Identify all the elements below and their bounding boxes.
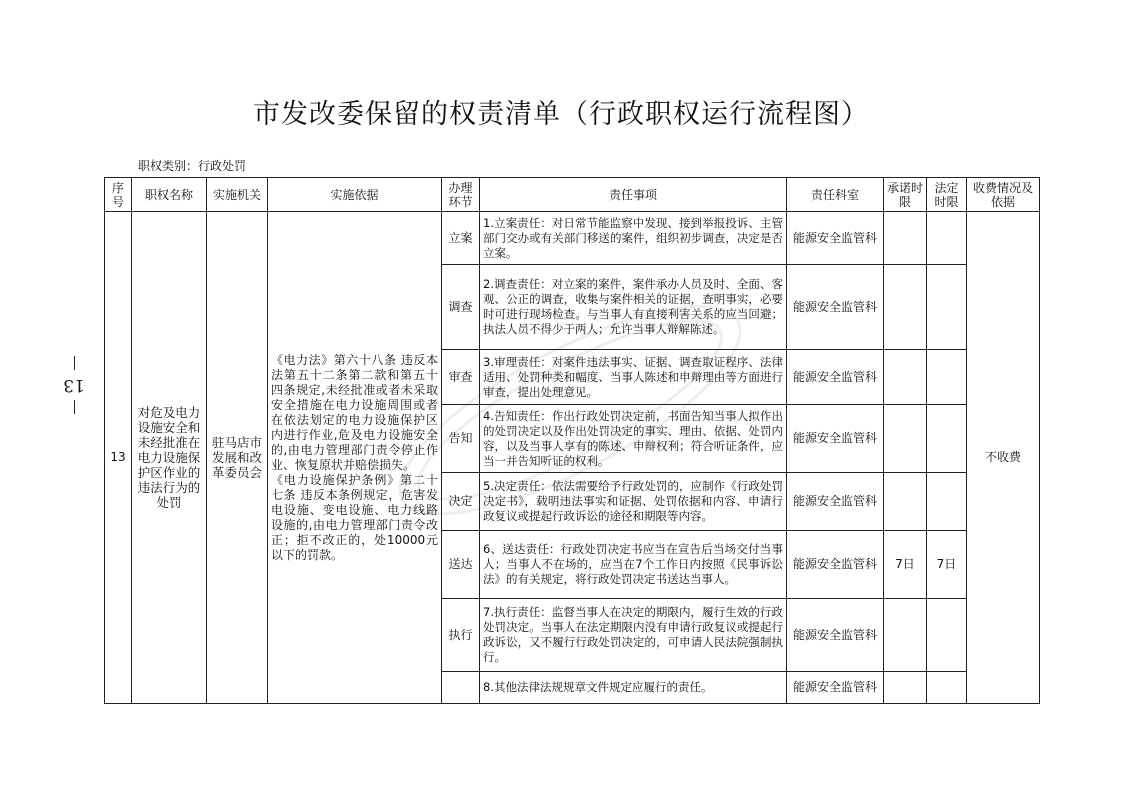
promise-time: 7日 [884, 531, 927, 599]
promise-time [884, 405, 927, 473]
responsibility-text: 6、送达责任：行政处罚决定书应当在宣告后当场交付当事人；当事人不在场的，应当在7个工作日内按照《民事诉讼法》的有关规定，将行政处罚决定书送达当事人。 [480, 531, 787, 599]
page-number-marker [64, 352, 84, 418]
header-department: 责任科室 [787, 178, 884, 212]
responsible-department: 能源安全监管科 [787, 350, 884, 405]
step-name: 立案 [442, 212, 480, 265]
legal-time: 7日 [927, 531, 967, 599]
responsibility-text: 2.调查责任：对立案的案件，案件承办人员及时、全面、客观、公正的调查，收集与案件相关的证据，查明事实，必要时可进行现场检查。与当事人有直接利害关系的应当回避；执法人员不得少于两人；允许当事人辩解陈述。 [480, 265, 787, 350]
header-step: 办理环节 [442, 178, 480, 212]
responsibility-text: 5.决定责任：依法需要给予行政处罚的，应制作《行政处罚决定书》，载明违法事实和证据、处罚依据和内容、申请行政复议或提起行政诉讼的途径和期限等内容。 [480, 473, 787, 531]
responsibility-text: 7.执行责任：监督当事人在决定的期限内，履行生效的行政处罚决定。当事人在法定期限内没有申请行政复议或提起行政诉讼，又不履行行政处罚决定的，可申请人民法院强制执行。 [480, 599, 787, 672]
divider [74, 356, 75, 370]
responsible-department: 能源安全监管科 [787, 672, 884, 704]
divider [74, 400, 75, 414]
header-seq: 序号 [105, 178, 132, 212]
power-name: 对危及电力设施安全和未经批准在电力设施保护区作业的违法行为的处罚 [132, 212, 207, 704]
implementing-agency: 驻马店市发展和改革委员会 [207, 212, 268, 704]
page-title: 市发改委保留的权责清单（行政职权运行流程图） [253, 99, 869, 130]
step-name: 决定 [442, 473, 480, 531]
legal-time [927, 350, 967, 405]
responsibility-text: 4.告知责任：作出行政处罚决定前，书面告知当事人拟作出的处罚决定以及作出处罚决定的事实、理由、依据、处罚内容，以及当事人享有的陈述、申辩权利；符合听证条件，应当一并告知听证的权利。 [480, 405, 787, 473]
header-name: 职权名称 [132, 178, 207, 212]
power-category-label: 职权类别：行政处罚 [138, 159, 247, 173]
legal-time [927, 265, 967, 350]
promise-time [884, 265, 927, 350]
legal-time [927, 672, 967, 704]
step-name: 告知 [442, 405, 480, 473]
promise-time [884, 672, 927, 704]
promise-time [884, 599, 927, 672]
promise-time [884, 212, 927, 265]
fee-info: 不收费 [967, 212, 1040, 704]
legal-time [927, 599, 967, 672]
step-name: 审查 [442, 350, 480, 405]
step-name: 执行 [442, 599, 480, 672]
responsible-department: 能源安全监管科 [787, 531, 884, 599]
page-number: 13 [63, 374, 85, 395]
header-responsibility: 责任事项 [480, 178, 787, 212]
power-list-table [104, 177, 1040, 704]
header-basis: 实施依据 [268, 178, 442, 212]
promise-time [884, 350, 927, 405]
table-row [105, 212, 1040, 265]
responsible-department: 能源安全监管科 [787, 473, 884, 531]
responsibility-text: 3.审理责任：对案件违法事实、证据、调查取证程序、法律适用、处罚种类和幅度、当事人陈述和申辩理由等方面进行审查，提出处理意见。 [480, 350, 787, 405]
header-promise-time: 承诺时限 [884, 178, 927, 212]
promise-time [884, 473, 927, 531]
legal-basis-text: 《电力法》第六十八条 违反本法第五十二条第二款和第五十四条规定,未经批准或者未采取安全措施在电力设施周围或者在依法划定的电力设施保护区内进行作业,危及电力设施安全的,由电力管理部门责令停止作业、恢复原状并赔偿损失。 《电力设施保护条例》第二十七条 违反本条例规定，危害发电设施、变电设施、电力线路设施的,由电力管理部门责令改正；拒不改正的，处10000元以下的罚款。 [271, 352, 438, 562]
responsible-department: 能源安全监管科 [787, 212, 884, 265]
header-fee: 收费情况及依据 [967, 178, 1040, 212]
responsible-department: 能源安全监管科 [787, 405, 884, 473]
step-name: 送达 [442, 531, 480, 599]
header-agency: 实施机关 [207, 178, 268, 212]
responsible-department: 能源安全监管科 [787, 265, 884, 350]
legal-time [927, 405, 967, 473]
step-name [442, 672, 480, 704]
responsibility-text: 8.其他法律法规规章文件规定应履行的责任。 [480, 672, 787, 704]
responsible-department: 能源安全监管科 [787, 599, 884, 672]
table-header-row [105, 178, 1040, 212]
legal-time [927, 212, 967, 265]
row-seq: 13 [105, 212, 132, 704]
legal-basis [268, 212, 442, 704]
step-name: 调查 [442, 265, 480, 350]
responsibility-text: 1.立案责任：对日常节能监察中发现、接到举报投诉、主管部门交办或有关部门移送的案件，组织初步调查，决定是否立案。 [480, 212, 787, 265]
header-legal-time: 法定时限 [927, 178, 967, 212]
legal-time [927, 473, 967, 531]
